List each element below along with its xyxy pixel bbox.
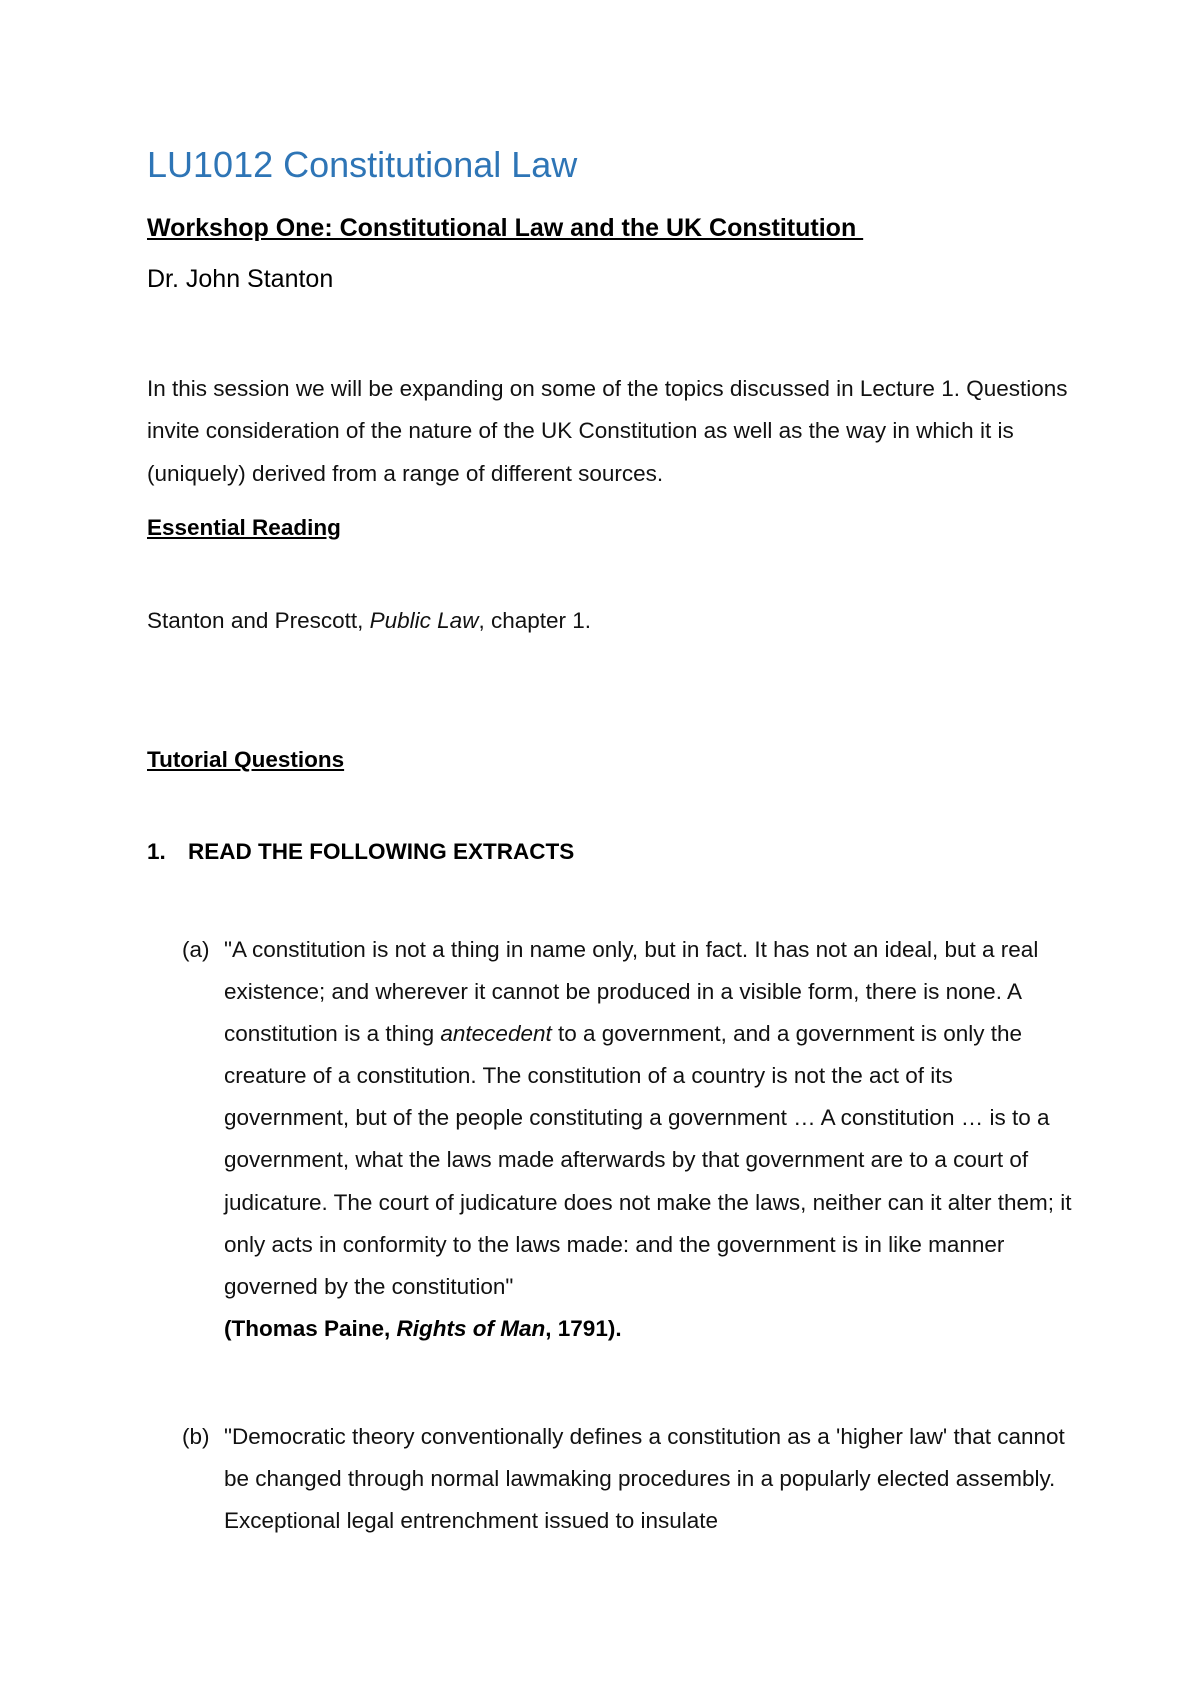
extract-b xyxy=(182,1416,1082,1542)
essential-reading-heading: Essential Reading xyxy=(147,515,341,540)
intro-paragraph: In this session we will be expanding on some of the topics discussed in Lecture 1. Questions invite consideration of the nature of the UK Constitution as well as the way in which it is (uniquely) derived from a range of different sources. xyxy=(147,376,1068,486)
reading-entry-title: Public Law xyxy=(369,608,479,633)
author-name: Dr. John Stanton xyxy=(147,265,334,293)
citation-prefix: (Thomas Paine, xyxy=(224,1315,397,1341)
document-title: LU1012 Constitutional Law xyxy=(147,144,578,185)
extract-a-body xyxy=(224,929,1082,1350)
essential-reading-entry xyxy=(147,606,591,636)
reading-entry-suffix: , chapter 1. xyxy=(478,608,592,633)
question-1-number: 1. xyxy=(147,839,166,864)
workshop-subtitle: Workshop One: Constitutional Law and the UK Constitution xyxy=(147,214,864,242)
citation-suffix: , 1791). xyxy=(545,1315,622,1341)
reading-entry-prefix: Stanton and Prescott, xyxy=(147,608,370,633)
extract-a-marker: (a) xyxy=(182,937,210,962)
extract-a-text-1: "A constitution is not a thing in name only, but in fact. It has not an ideal, but a real existence; and wherever it cannot be produced in a visible form, there is none. A constitution is a thing xyxy=(224,937,1039,1047)
extract-a-text-2: to a government, and a government is only the creature of a constitution. The constitution of a country is not the act of its government, but of the people constituting a government … A constitution … is to a government, what the laws made afterwards by that government are to a court of judicature. The court of judicature does not make the laws, neither can it alter them; it only acts in conformity to the laws made: and the government is in like manner governed by the constitution" xyxy=(224,1021,1072,1299)
citation-title: Rights of Man xyxy=(396,1315,546,1341)
extract-b-body: "Democratic theory conventionally defines a constitution as a 'higher law' that cannot be changed through normal lawmaking procedures in a popularly elected assembly. Exceptional legal entrenchment issued to insulate xyxy=(224,1424,1065,1534)
question-1-text: READ THE FOLLOWING EXTRACTS xyxy=(188,839,575,864)
question-1-heading xyxy=(147,837,574,867)
extract-a xyxy=(182,929,1082,1350)
extract-a-citation xyxy=(224,1316,622,1341)
extract-b-marker: (b) xyxy=(182,1424,210,1449)
tutorial-questions-heading: Tutorial Questions xyxy=(147,747,345,772)
extract-a-emphasis: antecedent xyxy=(440,1021,552,1047)
